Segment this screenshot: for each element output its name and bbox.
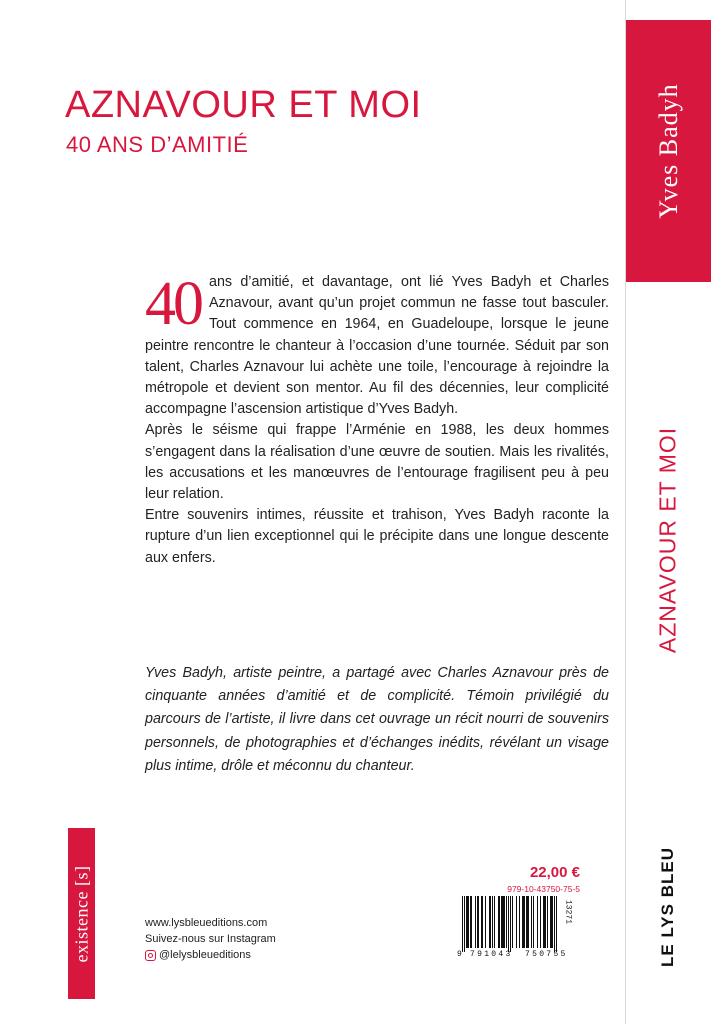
barcode-addon-digits: 13271 bbox=[563, 899, 573, 925]
barcode-bar bbox=[512, 896, 513, 948]
instagram-row[interactable] bbox=[145, 947, 276, 963]
barcode-bar bbox=[466, 896, 467, 948]
spine-author-band bbox=[626, 20, 711, 282]
spine-publisher: LE LYS BLEU bbox=[658, 847, 677, 967]
barcode-bar bbox=[547, 896, 548, 948]
instagram-label: Suivez-nous sur Instagram bbox=[145, 933, 276, 945]
barcode-bar bbox=[482, 896, 483, 948]
barcode-left-group: 791043 bbox=[470, 950, 513, 959]
barcode-bar bbox=[556, 896, 557, 952]
barcode-bar bbox=[516, 896, 517, 948]
barcode-right-group: 750755 bbox=[525, 950, 568, 959]
barcode-bar bbox=[471, 896, 472, 948]
price-label: 22,00 € bbox=[529, 864, 580, 881]
collection-logo bbox=[68, 828, 95, 999]
author-bio: Yves Badyh, artiste peintre, a partagé avec Charles Aznavour près de cinquante années d’amitié et de complicité. Témoin privilégié du parcours de l’artiste, il livre dans cet ouvrage un récit nourri de souvenirs personnels, de photographies et d’échanges inédits, révélant un visage plus intime, drôle et méconnu du chanteur. bbox=[145, 665, 609, 774]
barcode-bar bbox=[502, 896, 503, 948]
barcode-bar bbox=[494, 896, 495, 948]
barcode-bar bbox=[498, 896, 499, 948]
barcode-bar bbox=[475, 896, 476, 948]
synopsis-paragraph-2: Après le séisme qui frappe l’Arménie en 1988, les deux hommes s’engagent dans la réalisation d’une œuvre de soutien. Mais les rivalités, les accusations et les manœuvres de l’entourage fragilisent peu à peu leur relation. bbox=[145, 422, 609, 503]
barcode-first-digit: 9 bbox=[457, 950, 462, 959]
barcode-bar bbox=[526, 896, 527, 948]
barcode-bar bbox=[490, 896, 491, 948]
barcode-bar bbox=[481, 896, 482, 948]
barcode-bar bbox=[506, 896, 507, 948]
collection-name: existence [s] bbox=[71, 865, 91, 962]
barcode-bar bbox=[533, 896, 534, 948]
barcode-bar bbox=[519, 896, 520, 948]
instagram-icon bbox=[145, 950, 156, 961]
barcode-bar bbox=[485, 896, 486, 948]
barcode-bar bbox=[467, 896, 468, 948]
isbn-barcode bbox=[456, 894, 581, 964]
synopsis bbox=[145, 272, 609, 569]
barcode-bar bbox=[477, 896, 478, 948]
barcode-bar bbox=[550, 896, 551, 948]
barcode-bar bbox=[537, 896, 538, 948]
barcode-bar bbox=[554, 896, 555, 952]
book-title: AZNAVOUR ET MOI bbox=[65, 84, 422, 126]
website-link[interactable]: www.lysbleueditions.com bbox=[145, 917, 268, 929]
barcode-bar bbox=[464, 896, 465, 952]
barcode-bar bbox=[501, 896, 502, 948]
dropcap-numeral: 40 bbox=[145, 270, 201, 338]
barcode-bar bbox=[508, 896, 509, 952]
barcode-bars bbox=[456, 894, 560, 952]
synopsis-paragraph-3: Entre souvenirs intimes, réussite et trahison, Yves Badyh raconte la rupture d’un lien exceptionnel qui le précipite dans une longue descente aux enfers. bbox=[145, 507, 609, 566]
barcode-bar bbox=[492, 896, 493, 948]
barcode-digits bbox=[456, 950, 581, 962]
barcode-bar bbox=[462, 896, 463, 952]
barcode-bar bbox=[470, 896, 471, 948]
barcode-bar bbox=[510, 896, 511, 952]
barcode-bar bbox=[503, 896, 504, 948]
synopsis-text-1: ans d’amitié, et davantage, ont lié Yves Badyh et Charles Aznavour, avant qu’un projet commun ne fasse tout basculer. Tout commence en 1964, en Guadeloupe, lorsque le jeune peintre rencontre le chanteur à l’occasion d’une tournée. Séduit par son talent, Charles Aznavour lui achète une toile, l’encourage à rejoindre la métropole et devient son mentor. Au fil des décennies, leur complicité accompagne l’ascension artistique d’Yves Badyh. bbox=[145, 274, 609, 418]
barcode-bar bbox=[551, 896, 552, 948]
book-subtitle: 40 ANS D’AMITIÉ bbox=[66, 132, 249, 157]
instagram-handle[interactable]: @lelysbleueditions bbox=[159, 949, 251, 961]
barcode-bar bbox=[489, 896, 490, 948]
spine-author-name: Yves Badyh bbox=[653, 83, 683, 219]
barcode-bar bbox=[544, 896, 545, 948]
barcode-bar bbox=[499, 896, 500, 948]
barcode-bar bbox=[543, 896, 544, 948]
publisher-contact bbox=[145, 915, 276, 963]
barcode-bar bbox=[528, 896, 529, 948]
barcode-bar bbox=[522, 896, 523, 948]
synopsis-paragraph-1 bbox=[145, 272, 609, 420]
barcode-bar bbox=[504, 896, 505, 948]
barcode-bar bbox=[527, 896, 528, 948]
barcode-bar bbox=[478, 896, 479, 948]
barcode-bar bbox=[545, 896, 546, 948]
spine-title: AZNAVOUR ET MOI bbox=[654, 426, 681, 654]
barcode-bar bbox=[540, 896, 541, 948]
barcode-bar bbox=[523, 896, 524, 948]
barcode-bar bbox=[468, 896, 469, 948]
isbn-number: 979-10-43750-75-5 bbox=[507, 884, 580, 894]
barcode-bar bbox=[524, 896, 525, 948]
barcode-bar bbox=[552, 896, 553, 948]
barcode-bar bbox=[531, 896, 532, 948]
